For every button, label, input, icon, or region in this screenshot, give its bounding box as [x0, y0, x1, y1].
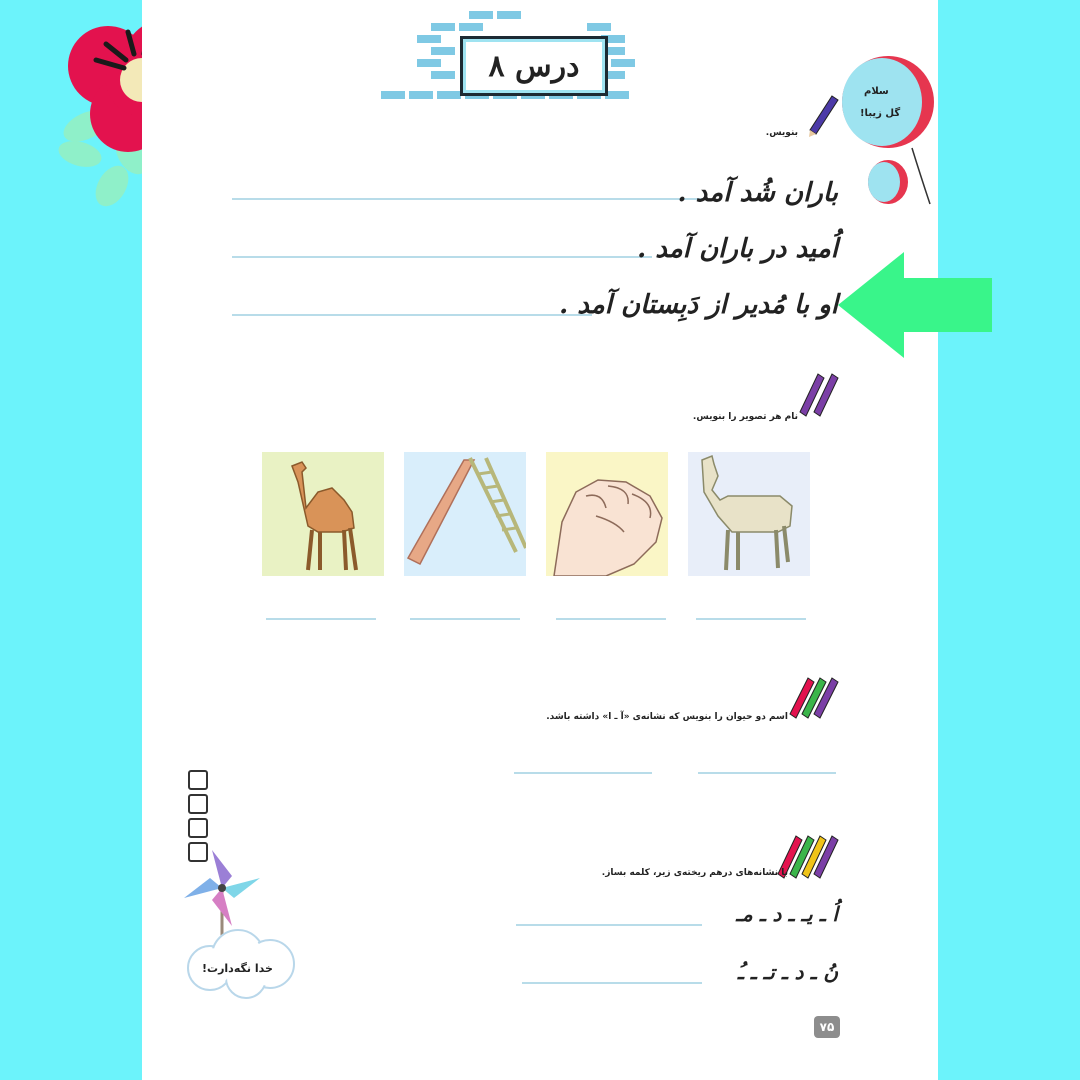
- answer-line-puzzle-2: [522, 982, 702, 984]
- answer-line-puzzle-1: [516, 924, 702, 926]
- balloon-text-line2: گل زیبا!: [860, 108, 901, 119]
- pencils-icon: [798, 370, 844, 422]
- slide-image: [404, 452, 526, 576]
- answer-line-camel: [266, 618, 376, 620]
- writing-line-3: [232, 314, 592, 316]
- fist-image: [546, 452, 668, 576]
- section4-instruction: با نشانه‌های درهم ریخته‌ی زیر، کلمه بساز.: [601, 868, 788, 878]
- balloon-decoration: [838, 54, 938, 214]
- writing-line-2: [232, 256, 652, 258]
- answer-line-goat: [696, 618, 806, 620]
- answer-line-animal-1: [514, 772, 652, 774]
- checkbox-3[interactable]: [188, 818, 208, 838]
- writing-line-1: [232, 198, 702, 200]
- arrow-indicator: [838, 252, 992, 358]
- sentence-1: باران شُد آمد .: [677, 178, 838, 208]
- lesson-title: درس ۸: [460, 36, 608, 96]
- sentence-2: اُمید در باران آمد .: [637, 234, 838, 264]
- cloud-text: خدا نگه‌دارت!: [202, 962, 273, 975]
- camel-image: [262, 452, 384, 576]
- three-pencils-icon: [788, 674, 844, 724]
- puzzle-1: اُ ـ یـ ـ د ـ مـ: [736, 902, 838, 926]
- answer-line-fist: [556, 618, 666, 620]
- balloon-text-line1: سلام: [864, 86, 889, 97]
- checkbox-2[interactable]: [188, 794, 208, 814]
- puzzle-2: نُ ـ د ـ تـ ـ ـُ: [737, 960, 838, 984]
- section3-instruction: اسم دو حیوان را بنویس که نشانه‌ی «آ ـ ا» داشته باشد.: [546, 712, 788, 722]
- checkbox-1[interactable]: [188, 770, 208, 790]
- page-number: ۷۵: [814, 1016, 840, 1038]
- section1-instruction: بنویس.: [765, 128, 798, 138]
- section2-instruction: نام هر تصویر را بنویس.: [692, 412, 798, 422]
- answer-line-slide: [410, 618, 520, 620]
- sentence-3: او با مُدیر از دَبِستان آمد .: [559, 290, 838, 320]
- goat-image: [688, 452, 810, 576]
- pencil-icon: [806, 92, 840, 138]
- worksheet-page: [142, 0, 938, 1080]
- answer-line-animal-2: [698, 772, 836, 774]
